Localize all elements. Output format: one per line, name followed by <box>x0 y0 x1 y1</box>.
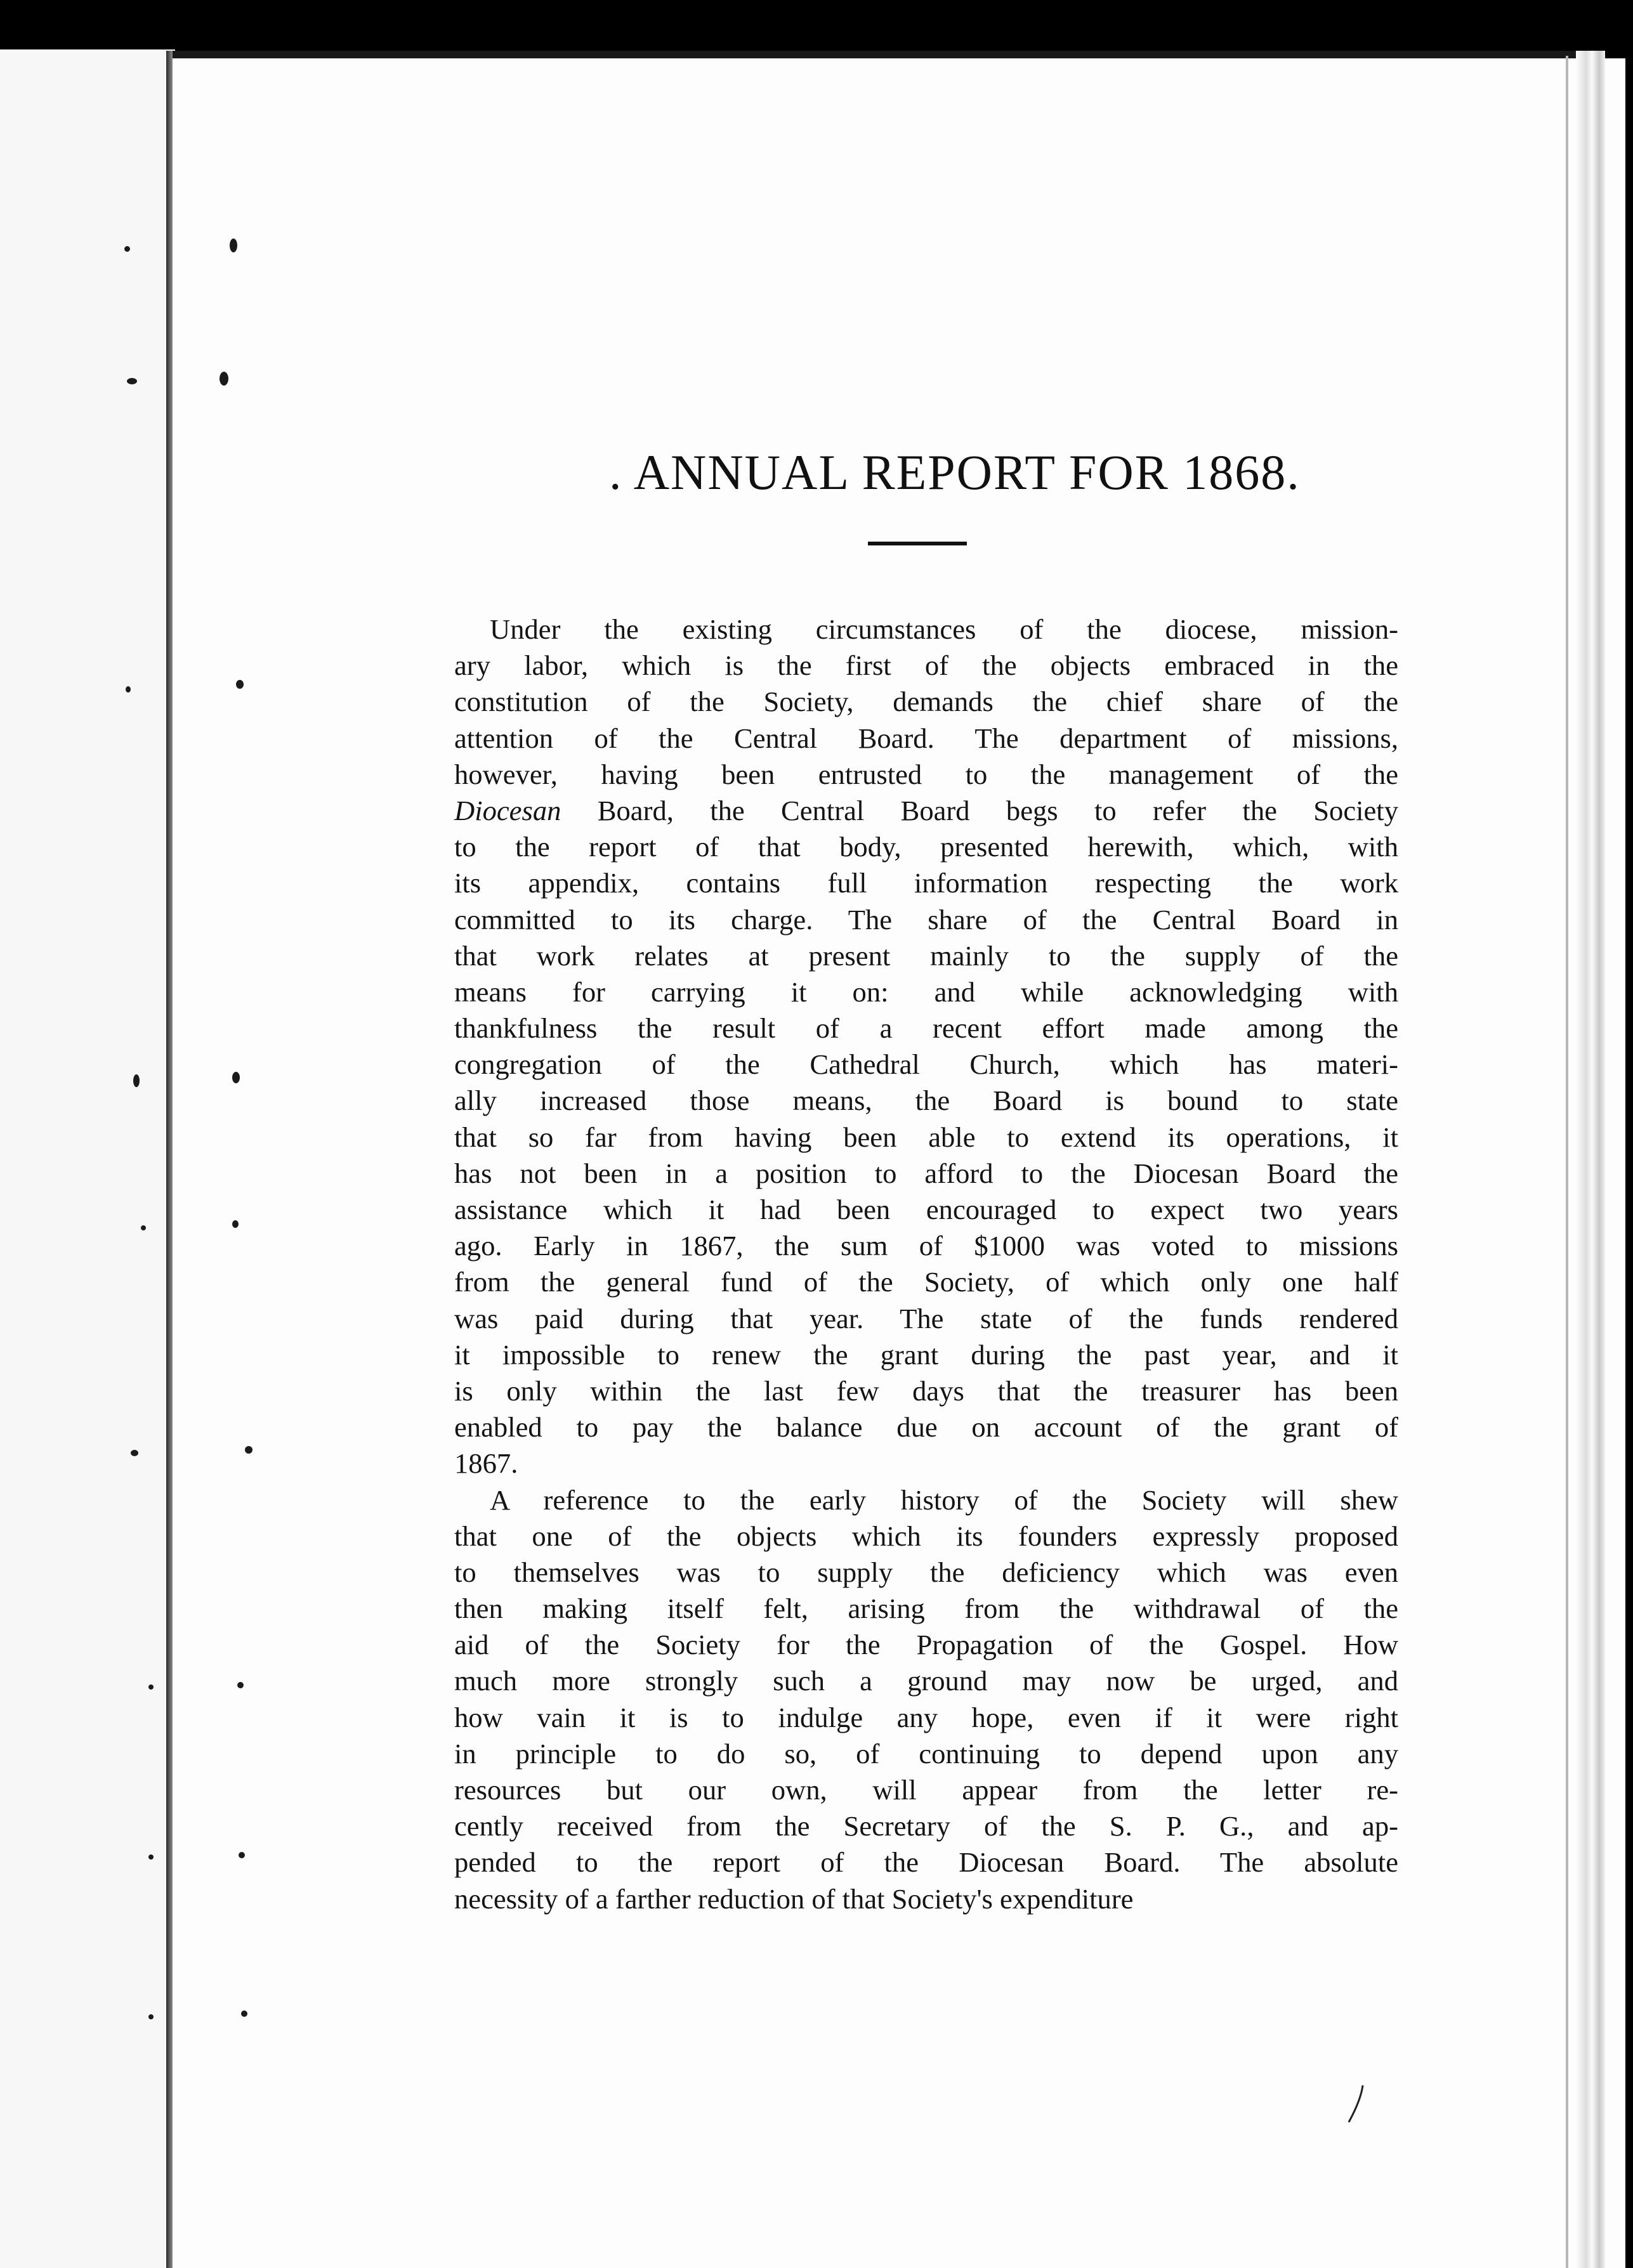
margin-speck <box>232 1072 240 1083</box>
text-line: ary labor, which is the first of the objects embraced in the <box>454 649 1398 682</box>
text-line: has not been in a position to afford to the Diocesan Board the <box>454 1157 1398 1189</box>
text-line: it impossible to renew the grant during the past year, and it <box>454 1338 1398 1371</box>
text-line: ally increased those means, the Board is bound to state <box>454 1085 1398 1117</box>
margin-speck <box>124 246 130 252</box>
margin-speck <box>133 1074 140 1087</box>
body-text <box>454 611 1398 1917</box>
title-rule <box>868 542 967 545</box>
margin-speck <box>239 1852 245 1858</box>
page-stack-edge <box>1576 51 1605 2268</box>
text-line: to themselves was to supply the deficiency which was even <box>454 1556 1398 1588</box>
text-line: that work relates at present mainly to the supply of the <box>454 939 1398 972</box>
margin-speck <box>236 680 244 689</box>
text-line: its appendix, contains full information respecting the work <box>454 867 1398 899</box>
text-line: pended to the report of the Diocesan Board. The absolute <box>454 1846 1398 1879</box>
text-line: congregation of the Cathedral Church, which has materi- <box>454 1048 1398 1081</box>
page-top-edge <box>173 51 1576 58</box>
text-line: constitution of the Society, demands the chief share of the <box>454 686 1398 718</box>
text-line: however, having been entrusted to the management of the <box>454 758 1398 790</box>
paragraph <box>454 611 1398 1482</box>
margin-speck <box>220 372 228 386</box>
text-line: 1867. <box>454 1447 518 1480</box>
text-line: committed to its charge. The share of the Central Board in <box>454 903 1398 935</box>
text-line: necessity of a farther reduction of that Society's expenditure <box>454 1882 1134 1915</box>
text-line: from the general fund of the Society, of which only one half <box>454 1266 1398 1298</box>
text-line: how vain it is to indulge any hope, even if it were right <box>454 1701 1398 1733</box>
text-line: attention of the Central Board. The department of missions, <box>454 722 1398 754</box>
margin-speck <box>245 1446 252 1454</box>
text-line: A reference to the early history of the Society will shew <box>490 1483 1398 1516</box>
margin-speck <box>232 1220 239 1228</box>
margin-speck <box>148 1854 154 1860</box>
text-line: cently received from the Secretary of the S. P. G., and ap- <box>454 1810 1398 1842</box>
page-title: . ANNUAL REPORT FOR 1868. <box>609 445 1301 500</box>
paragraph <box>454 1482 1398 1917</box>
margin-speck <box>141 1225 146 1230</box>
facing-page-edge <box>0 49 175 2268</box>
text-line: is only within the last few days that the treasurer has been <box>454 1374 1398 1407</box>
text-line: then making itself felt, arising from the withdrawal of the <box>454 1593 1398 1625</box>
pen-mark <box>1344 2083 1369 2127</box>
text-line: Under the existing circumstances of the diocese, mission- <box>490 613 1398 645</box>
text-line: in principle to do so, of continuing to depend upon any <box>454 1737 1398 1769</box>
text-line: aid of the Society for the Propagation of the Gospel. How <box>454 1629 1398 1661</box>
margin-speck <box>148 1685 154 1690</box>
margin-speck <box>127 378 137 384</box>
text-line: ago. Early in 1867, the sum of $1000 was voted to missions <box>454 1230 1398 1262</box>
text-line: that one of the objects which its founders expressly proposed <box>454 1520 1398 1552</box>
text-line: enabled to pay the balance due on account of the grant of <box>454 1411 1398 1444</box>
text-line: resources but our own, will appear from the letter re- <box>454 1774 1398 1806</box>
margin-speck <box>241 2011 247 2017</box>
page-right-rule <box>1566 56 1568 2268</box>
text-line: thankfulness the result of a recent effort made among the <box>454 1012 1398 1045</box>
margin-speck <box>230 238 237 252</box>
text-line: assistance which it had been encouraged to expect two years <box>454 1194 1398 1225</box>
text-line: Diocesan Board, the Central Board begs to refer the Society <box>454 794 1398 826</box>
text-line: much more strongly such a ground may now be urged, and <box>454 1665 1398 1697</box>
margin-speck <box>148 2014 154 2019</box>
margin-speck <box>237 1682 244 1688</box>
text-line: was paid during that year. The state of the funds rendered <box>454 1302 1398 1334</box>
text-line: means for carrying it on: and while acknowledging with <box>454 975 1398 1008</box>
margin-speck <box>126 686 131 693</box>
text-line: to the report of that body, presented herewith, which, with <box>454 831 1398 863</box>
margin-speck <box>131 1450 138 1456</box>
text-line: that so far from having been able to extend its operations, it <box>454 1121 1398 1153</box>
